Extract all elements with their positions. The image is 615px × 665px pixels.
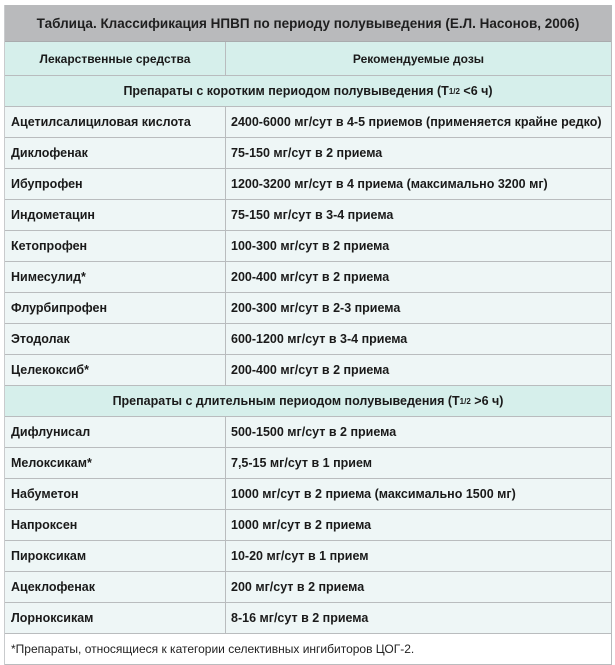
- recommended-dose: 2400-6000 мг/сут в 4-5 приемов (применяется крайне редко): [231, 115, 602, 129]
- half-life-subscript: 1/2: [459, 396, 471, 406]
- drug-name: Ацеклофенак: [5, 572, 226, 602]
- table-row: [5, 169, 611, 200]
- drug-name: Этодолак: [5, 324, 226, 354]
- drug-name: Дифлунисал: [5, 417, 226, 447]
- section-heading-threshold: >6 ч): [470, 394, 504, 408]
- half-life-subscript: 1/2: [448, 86, 460, 96]
- column-header-row: [5, 42, 611, 76]
- recommended-dose: 10-20 мг/сут в 1 прием: [231, 549, 369, 563]
- recommended-dose: 8-16 мг/сут в 2 приема: [231, 611, 369, 625]
- column-header-doses: Рекомендуемые дозы: [352, 51, 485, 66]
- drug-name: Пироксикам: [5, 541, 226, 571]
- table-row: [5, 355, 611, 386]
- drug-name: Нимесулид*: [5, 262, 226, 292]
- drug-name: Набуметон: [5, 479, 226, 509]
- table-row: [5, 603, 611, 634]
- table-row: [5, 510, 611, 541]
- recommended-dose: 600-1200 мг/сут в 3-4 приема: [231, 332, 408, 346]
- table-row: [5, 138, 611, 169]
- table-row: [5, 479, 611, 510]
- drug-name: Ибупрофен: [5, 169, 226, 199]
- nsaid-classification-table: [4, 5, 612, 665]
- table-row: [5, 324, 611, 355]
- footnote: *Препараты, относящиеся к категории селективных ингибиторов ЦОГ-2.: [5, 634, 611, 665]
- drug-name: Диклофенак: [5, 138, 226, 168]
- section-heading: [5, 76, 611, 107]
- recommended-dose: 100-300 мг/сут в 2 приема: [231, 239, 390, 253]
- drug-name: Ацетилсалициловая кислота: [5, 107, 226, 137]
- recommended-dose: 1000 мг/сут в 2 приема: [231, 518, 372, 532]
- recommended-dose: 1000 мг/сут в 2 приема (максимально 1500 мг): [231, 487, 516, 501]
- recommended-dose: 75-150 мг/сут в 2 приема: [231, 146, 383, 160]
- drug-name: Флурбипрофен: [5, 293, 226, 323]
- recommended-dose: 200-400 мг/сут в 2 приема: [231, 270, 390, 284]
- table-row: [5, 572, 611, 603]
- section-heading-text: Препараты с длительным периодом полувыведения (Т: [112, 394, 460, 408]
- table-row: [5, 417, 611, 448]
- table-row: [5, 262, 611, 293]
- table-body: [5, 76, 611, 634]
- table-row: [5, 448, 611, 479]
- drug-name: Напроксен: [5, 510, 226, 540]
- table-row: [5, 231, 611, 262]
- column-header-drugs: Лекарственные средства: [5, 42, 226, 75]
- recommended-dose: 200 мг/сут в 2 приема: [231, 580, 365, 594]
- table-row: [5, 541, 611, 572]
- recommended-dose: 200-300 мг/сут в 2-3 приема: [231, 301, 401, 315]
- table-title: Таблица. Классификация НПВП по периоду полувыведения (Е.Л. Насонов, 2006): [5, 5, 611, 42]
- section-heading-threshold: <6 ч): [459, 84, 493, 98]
- table-row: [5, 293, 611, 324]
- recommended-dose: 75-150 мг/сут в 3-4 приема: [231, 208, 394, 222]
- section-heading: [5, 386, 611, 417]
- drug-name: Лорноксикам: [5, 603, 226, 633]
- section-heading-text: Препараты с коротким периодом полувыведения (Т: [123, 84, 449, 98]
- recommended-dose: 7,5-15 мг/сут в 1 прием: [231, 456, 372, 470]
- recommended-dose: 200-400 мг/сут в 2 приема: [231, 363, 390, 377]
- drug-name: Мелоксикам*: [5, 448, 226, 478]
- drug-name: Кетопрофен: [5, 231, 226, 261]
- recommended-dose: 1200-3200 мг/сут в 4 приема (максимально 3200 мг): [231, 177, 548, 191]
- table-row: [5, 107, 611, 138]
- drug-name: Индометацин: [5, 200, 226, 230]
- table-row: [5, 200, 611, 231]
- recommended-dose: 500-1500 мг/сут в 2 приема: [231, 425, 397, 439]
- drug-name: Целекоксиб*: [5, 355, 226, 385]
